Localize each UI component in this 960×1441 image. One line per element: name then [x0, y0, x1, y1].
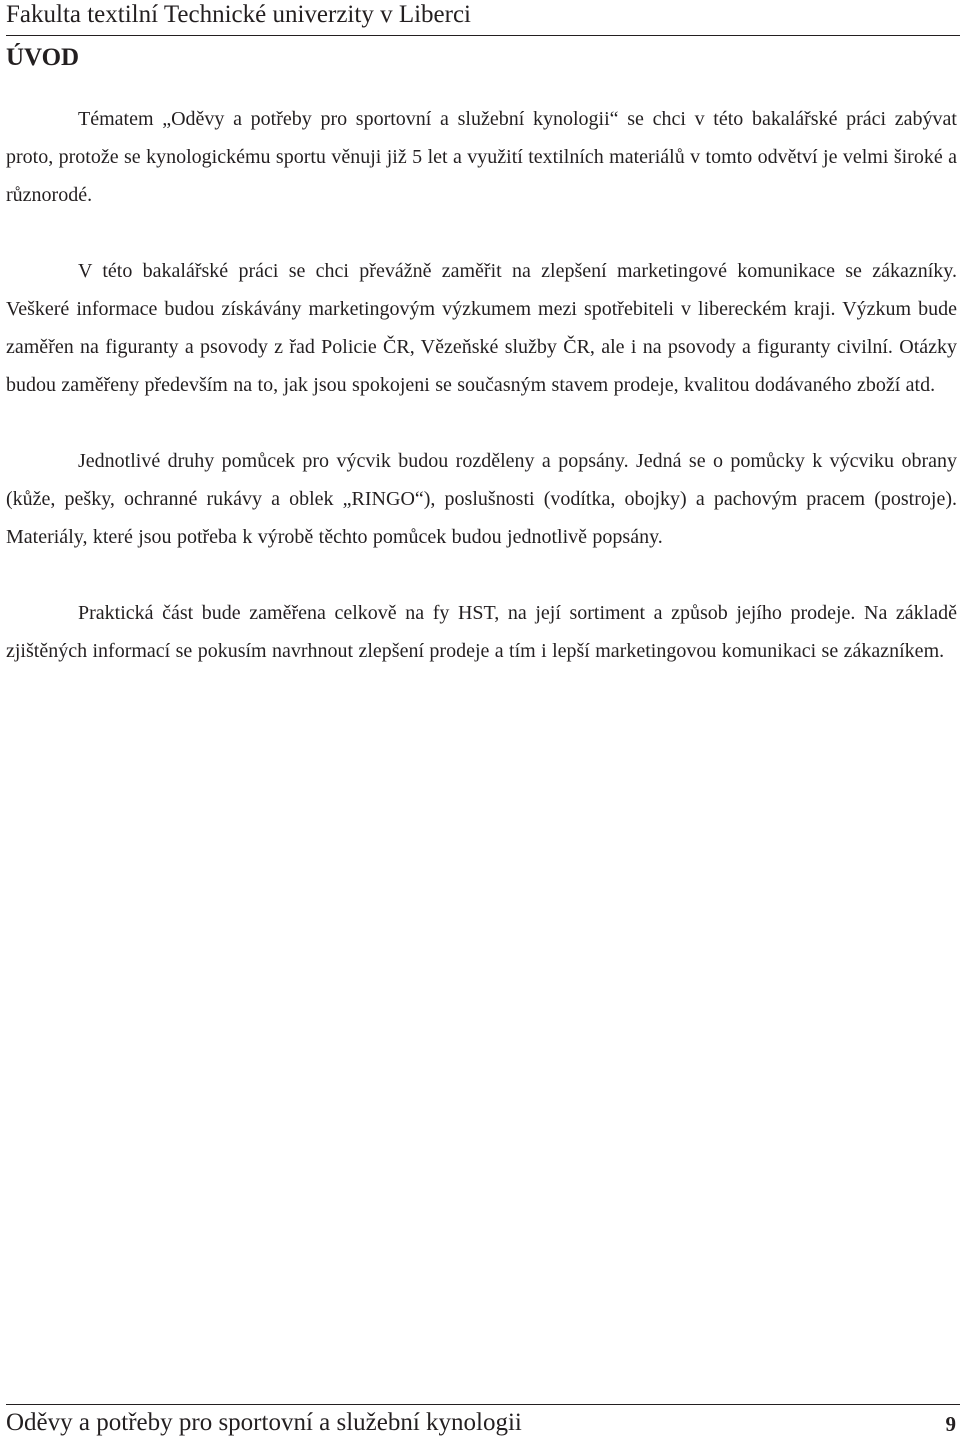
paragraph-equipment: Jednotlivé druhy pomůcek pro výcvik budou rozděleny a popsány. Jedná se o pomůcky k výcviku obrany (kůže, pešky, ochranné rukávy a oblek „RINGO“), poslušnosti (vodítka, obojky) a pachovým pracem (postroje). Materiály, které jsou potřeba k výrobě těchto pomůcek budou jednotlivě popsány. [6, 450, 957, 548]
paragraph-research: V této bakalářské práci se chci převážně zaměřit na zlepšení marketingové komunikace se zákazníky. Veškeré informace budou získávány marketingovým výzkumem mezi spotřebiteli v libereckém kraji. Výzkum bude zaměřen na figuranty a psovody z řad Policie ČR, Vězeňské služby ČR, ale i na psovody a figuranty civilní. Otázky budou zaměřeny především na to, jak jsou spokojeni se současným stavem prodeje, kvalitou dodávaného zboží atd. [6, 260, 957, 396]
page-number: 9 [945, 1412, 956, 1436]
header-institution: Fakulta textilní Technické univerzity v Liberci [6, 1, 472, 28]
body-text [6, 100, 957, 708]
paragraph-topic: Tématem „Oděvy a potřeby pro sportovní a služební kynologii“ se chci v této bakalářské práci zabývat proto, protože se kynologickému sportu věnuji již 5 let a využití textilních materiálů v tomto odvětví je velmi široké a různorodé. [6, 108, 957, 206]
page-header [6, 0, 960, 36]
paragraph-practical: Praktická část bude zaměřena celkově na fy HST, na její sortiment a způsob jejího prodeje. Na základě zjištěných informací se pokusím navrhnout zlepšení prodeje a tím i lepší marketingovou komunikaci se zákazníkem. [6, 602, 957, 662]
chapter-title: ÚVOD [6, 44, 80, 71]
footer-title: Oděvy a potřeby pro sportovní a služební kynologii [6, 1409, 522, 1436]
page-footer [6, 1404, 960, 1441]
